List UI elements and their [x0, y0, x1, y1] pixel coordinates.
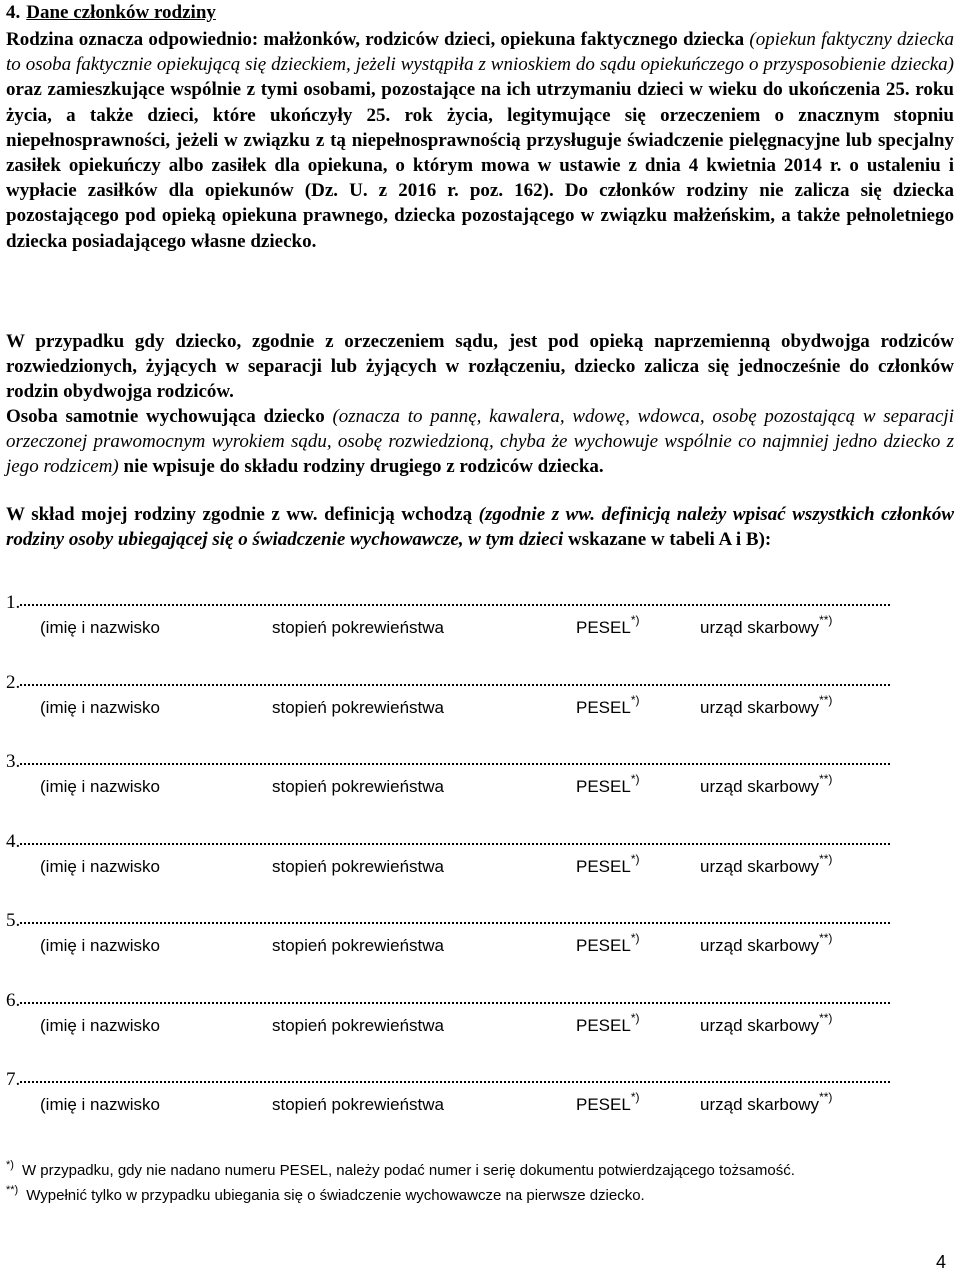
caption-tax-office: [700, 931, 833, 957]
section-title-text: Dane członków rodziny: [26, 2, 216, 23]
member-entry-line[interactable]: [6, 986, 890, 1012]
section-title: [6, 2, 216, 24]
caption-tax-office-text: urząd skarbowy: [700, 618, 820, 637]
caption-pesel: [576, 851, 640, 878]
caption-pesel: [576, 613, 640, 639]
caption-pesel-text: PESEL: [576, 1095, 631, 1114]
member-entry-dotted-field[interactable]: [20, 906, 890, 926]
caption-name: [40, 857, 160, 877]
page-number: 4: [935, 1252, 946, 1272]
section-number: 4.: [6, 2, 21, 23]
caption-relation-text: stopień pokrewieństwa: [272, 1095, 444, 1114]
caption-tax-office: [700, 1010, 833, 1037]
caption-pesel-text: PESEL: [576, 1015, 631, 1035]
single-parent-lead: Osoba samotnie wychowująca dziecko: [6, 406, 325, 427]
caption-tax-office-text: urząd skarbowy: [700, 1095, 820, 1114]
caption-name-text: (imię i nazwisko: [40, 777, 160, 796]
member-entry-dotted-field[interactable]: [20, 827, 890, 847]
member-entry-dotted-field[interactable]: [20, 747, 890, 767]
caption-pesel: [576, 931, 640, 957]
caption-pesel: [576, 772, 640, 798]
caption-tax-office-text: urząd skarbowy: [700, 936, 820, 955]
caption-relation: [272, 618, 444, 638]
footnote-mark: **): [6, 1184, 19, 1196]
member-entry-line[interactable]: [6, 588, 890, 614]
caption-tax-office-text: urząd skarbowy: [700, 856, 820, 876]
caption-relation: [272, 1016, 444, 1036]
caption-pesel-footnote-mark: *): [630, 931, 640, 945]
caption-tax-office-footnote-mark: **): [819, 772, 833, 786]
caption-relation-text: stopień pokrewieństwa: [272, 618, 444, 637]
caption-pesel-text: PESEL: [576, 777, 631, 796]
single-parent-explanation: (oznacza to pannę, kawalera, wdowę, wdowca, osobę pozostającą w separacji orzeczonej prawomocnym wyrokiem sądu, osobę rozwiedzioną, chyba że wychowuje wspólnie co najmniej jedno dziecko z jego rodzicem): [6, 406, 954, 478]
caption-tax-office: [700, 613, 833, 639]
member-entry-number: 3.: [6, 751, 21, 772]
member-entry-line[interactable]: [6, 668, 890, 694]
composition-lead: W skład mojej rodziny zgodnie z ww. definicją wchodzą: [6, 504, 473, 525]
caption-pesel-footnote-mark: *): [630, 772, 640, 786]
definition-body: oraz zamieszkujące wspólnie z tymi osobami, pozostające na ich utrzymaniu dzieci w wieku do ukończenia 25. roku życia, a także dzieci, które ukończyły 25. rok życia, legitymujące się orzeczeniem o znacznym stopniu niepełnosprawności, jeżeli w związku z tą niepełnosprawnością przysługuje świadczenie pielęgnacyjne lub specjalny zasiłek opiekuńczy albo zasiłek dla opiekuna, o którym mowa w ustawie z dnia 4 kwietnia 2014 r. o ustaleniu i wypłacie zasiłków dla opiekunów (Dz. U. z 2016 r. poz. 162). Do członków rodziny nie zalicza się dziecka pozostającego pod opieką opiekuna prawnego, dziecka pozostającego w związku małżeńskim, a także pełnoletniego dziecka posiadającego własne dziecko.: [6, 79, 954, 252]
alternating-custody-paragraph: W przypadku gdy dziecko, zgodnie z orzeczeniem sądu, jest pod opieką naprzemienną obydwojga rodziców rozwiedzionych, żyjących w separacji lub żyjących w rozłączeniu, dziecko zalicza się jednocześnie do członków rodzin obydwojga rodziców.: [6, 331, 954, 403]
caption-relation: [272, 936, 444, 956]
caption-name-text: (imię i nazwisko: [40, 936, 160, 955]
member-entry-line[interactable]: [6, 827, 890, 853]
footnote-text: W przypadku, gdy nie nadano numeru PESEL, należy podać numer i serię dokumentu potwierdzającego tożsamość.: [21, 1162, 795, 1179]
caption-tax-office-text: urząd skarbowy: [700, 777, 820, 796]
caption-pesel: [576, 1090, 640, 1116]
member-entry-number: 2.: [6, 671, 21, 693]
footnote-mark: *): [6, 1159, 14, 1171]
member-entry-number: 5.: [6, 910, 21, 931]
caption-relation: [272, 777, 444, 797]
member-entry-dotted-field[interactable]: [20, 588, 890, 608]
caption-tax-office-footnote-mark: **): [819, 613, 833, 627]
member-entry-line[interactable]: [6, 747, 890, 773]
caption-relation-text: stopień pokrewieństwa: [272, 936, 444, 955]
footnote-tax-office: [6, 1184, 954, 1209]
caption-relation-text: stopień pokrewieństwa: [272, 777, 444, 796]
single-parent-rule: nie wpisuje do składu rodziny drugiego z rodziców dziecka.: [118, 456, 604, 478]
caption-tax-office: [700, 851, 833, 878]
member-entry-line[interactable]: [6, 906, 890, 932]
caption-name: [40, 936, 160, 956]
caption-tax-office-footnote-mark: **): [819, 931, 833, 945]
caption-pesel: [576, 692, 640, 719]
caption-relation-text: stopień pokrewieństwa: [272, 856, 444, 876]
caption-relation: [272, 698, 444, 718]
caption-pesel-text: PESEL: [576, 618, 631, 637]
caption-tax-office-footnote-mark: **): [819, 692, 833, 707]
caption-pesel-footnote-mark: *): [630, 1090, 640, 1104]
caption-tax-office-footnote-mark: **): [819, 1090, 833, 1104]
caption-pesel-footnote-mark: *): [630, 851, 640, 866]
caption-tax-office-text: urząd skarbowy: [700, 697, 820, 717]
member-entry-number: 6.: [6, 989, 21, 1011]
caption-pesel-footnote-mark: *): [630, 692, 640, 707]
caption-relation: [272, 1095, 444, 1115]
footnote-pesel: [6, 1159, 954, 1184]
caption-pesel-text: PESEL: [576, 697, 631, 717]
guardian-explanation: (opiekun faktyczny dziecka to osoba faktycznie opiekującą się dzieckiem, jeżeli wystąpiła z wnioskiem do sądu opiekuńczego o przysposobienie dziecka): [6, 29, 954, 76]
member-entry-number: 7.: [6, 1069, 21, 1090]
caption-name-text: (imię i nazwisko: [40, 618, 160, 637]
composition-tail: wskazane w tabeli A i B):: [563, 529, 772, 551]
family-composition-intro: [6, 502, 954, 552]
caption-tax-office: [700, 692, 833, 719]
caption-name-text: (imię i nazwisko: [40, 697, 160, 717]
member-entry-line[interactable]: [6, 1065, 890, 1091]
caption-pesel-footnote-mark: *): [630, 1010, 640, 1025]
caption-tax-office: [700, 772, 833, 798]
member-entry-dotted-field[interactable]: [20, 986, 890, 1006]
caption-name: [40, 1016, 160, 1036]
definition-lead: Rodzina oznacza odpowiednio: małżonków, rodziców dzieci, opiekuna faktycznego dziecka: [6, 29, 745, 50]
caption-relation-text: stopień pokrewieństwa: [272, 697, 444, 717]
caption-pesel-text: PESEL: [576, 856, 631, 876]
caption-name-text: (imię i nazwisko: [40, 1015, 160, 1035]
caption-name: [40, 1095, 160, 1115]
family-definition-paragraph: [6, 27, 954, 254]
composition-instruction: (zgodnie z ww. definicją należy wpisać wszystkich członków rodziny osoby ubiegającej się o świadczenie wychowawcze, w tym dzieci: [6, 504, 954, 551]
caption-name-text: (imię i nazwisko: [40, 856, 160, 876]
member-entry-dotted-field[interactable]: [20, 668, 890, 688]
member-entry-number: 1.: [6, 592, 21, 613]
caption-tax-office-text: urząd skarbowy: [700, 1015, 820, 1035]
caption-relation: [272, 857, 444, 877]
single-parent-paragraph: [6, 404, 954, 480]
caption-pesel: [576, 1010, 640, 1037]
footnote-text: Wypełnić tylko w przypadku ubiegania się o świadczenie wychowawcze na pierwsze dziecko.: [26, 1187, 645, 1204]
caption-tax-office: [700, 1090, 833, 1116]
caption-tax-office-footnote-mark: **): [819, 1010, 833, 1025]
caption-name: [40, 777, 160, 797]
caption-pesel-text: PESEL: [576, 936, 631, 955]
caption-relation-text: stopień pokrewieństwa: [272, 1015, 444, 1035]
caption-pesel-footnote-mark: *): [630, 613, 640, 627]
footnotes: [6, 1159, 954, 1209]
caption-name-text: (imię i nazwisko: [40, 1095, 160, 1114]
member-entry-dotted-field[interactable]: [20, 1065, 890, 1085]
caption-name: [40, 698, 160, 718]
member-entry-number: 4.: [6, 830, 21, 852]
caption-name: [40, 618, 160, 638]
caption-tax-office-footnote-mark: **): [819, 851, 833, 866]
